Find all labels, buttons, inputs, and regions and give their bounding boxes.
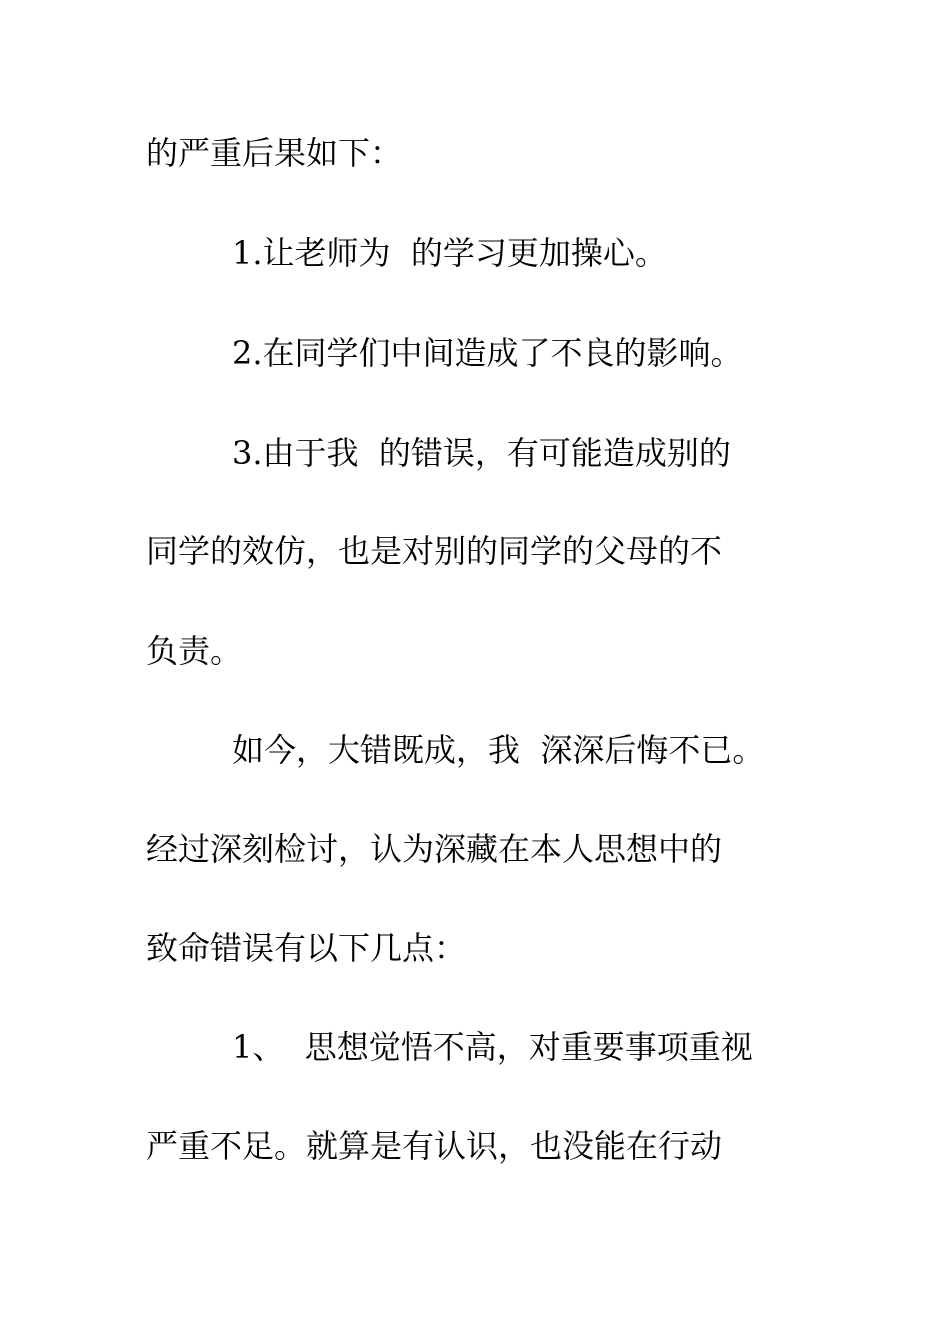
list-item: 2.在同学们中间造成了不良的影响。 (232, 334, 743, 372)
text-line: 经过深刻检讨，认为深藏在本人思想中的 (146, 830, 723, 868)
list-item: 1、 思想觉悟不高，对重要事项重视 (232, 1028, 753, 1066)
text-line: 严重不足。就算是有认识，也没能在行动 (146, 1127, 723, 1165)
text-line: 的严重后果如下： (146, 134, 403, 172)
text-line: 致命错误有以下几点： (146, 929, 467, 967)
text-line: 同学的效仿，也是对别的同学的父母的不 (146, 532, 723, 570)
paragraph-start: 如今，大错既成，我 深深后悔不已。 (232, 731, 765, 769)
list-item: 3.由于我 的错误，有可能造成别的 (232, 434, 731, 472)
list-item: 1.让老师为 的学习更加操心。 (232, 234, 667, 272)
text-line: 负责。 (146, 632, 243, 670)
